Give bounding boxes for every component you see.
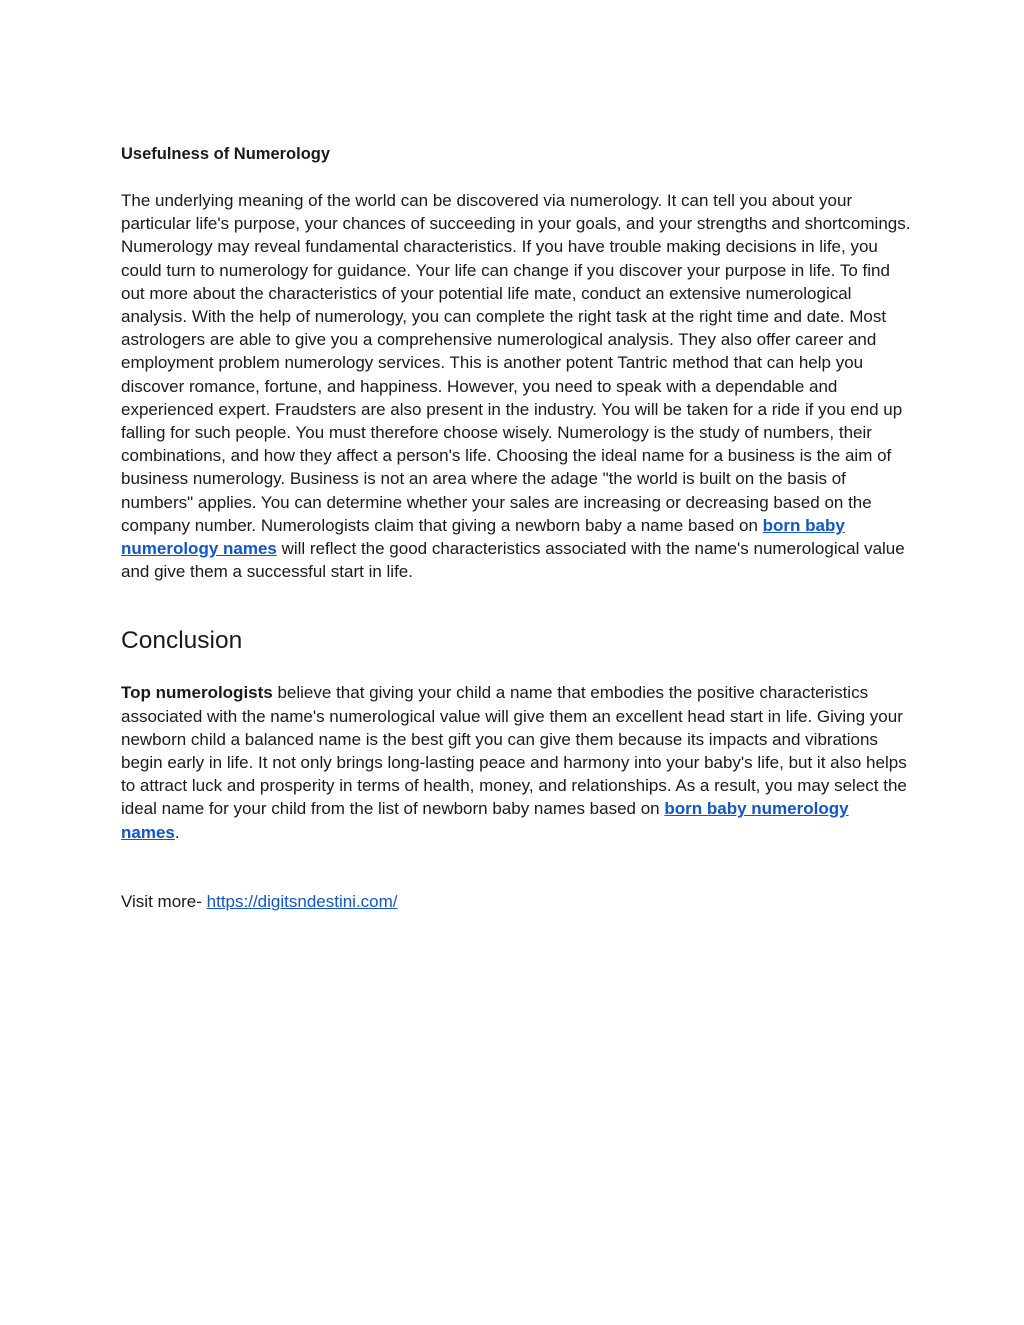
usefulness-paragraph	[121, 189, 911, 583]
conclusion-text-after-link: .	[174, 822, 180, 842]
top-numerologists-bold: Top numerologists	[121, 683, 273, 703]
section-heading-usefulness: Usefulness of Numerology	[121, 145, 331, 163]
visit-more-label: Visit more-	[121, 891, 207, 911]
conclusion-paragraph	[121, 681, 911, 843]
born-baby-numerology-names-link-2[interactable]: born baby numerology names	[121, 799, 849, 842]
visit-more-line	[121, 890, 911, 913]
document-page	[121, 143, 911, 913]
website-url-link[interactable]: https://digitsndestini.com/	[206, 891, 398, 911]
conclusion-text-before-link: believe that giving your child a name that embodies the positive characteristics associated with the name's numerological value will give them an excellent head start in life. Giving your newborn child a balanced name is the best gift you can give them because its impacts and vibrations begin early in life. It not only brings long-lasting peace and harmony into your baby's life, but it also helps to attract luck and prosperity in terms of health, money, and relationships. As a result, you may select the ideal name for your child from the list of newborn baby names based on	[121, 683, 907, 819]
born-baby-numerology-names-link[interactable]: born baby numerology names	[121, 515, 845, 559]
usefulness-text-before-link: The underlying meaning of the world can be discovered via numerology. It can tell you about your particular life's purpose, your chances of succeeding in your goals, and your strengths and shortcomings. Numerology may reveal fundamental characteristics. If you have trouble making decisions in life, you could turn to numerology for guidance. Your life can change if you discover your purpose in life. To find out more about the characteristics of your potential life mate, conduct an extensive numerological analysis. With the help of numerology, you can complete the right task at the right time and date. Most astrologers are able to give you a comprehensive numerological analysis. They also offer career and employment problem numerology services. This is another potent Tantric method that can help you discover romance, fortune, and happiness. However, you need to speak with a dependable and experienced expert. Fraudsters are also present in the industry. You will be taken for a ride if you end up falling for such people. You must therefore choose wisely. Numerology is the study of numbers, their combinations, and how they affect a person's life. Choosing the ideal name for a business is the aim of business numerology. Business is not an area where the adage "the world is built on the basis of numbers" applies. You can determine whether your sales are increasing or decreasing based on the company number. Numerologists claim that giving a newborn baby a name based on	[121, 191, 911, 535]
conclusion-heading: Conclusion	[121, 627, 243, 655]
usefulness-text-after-link: will reflect the good characteristics associated with the name's numerological value and give them a successful start in life.	[121, 539, 905, 582]
